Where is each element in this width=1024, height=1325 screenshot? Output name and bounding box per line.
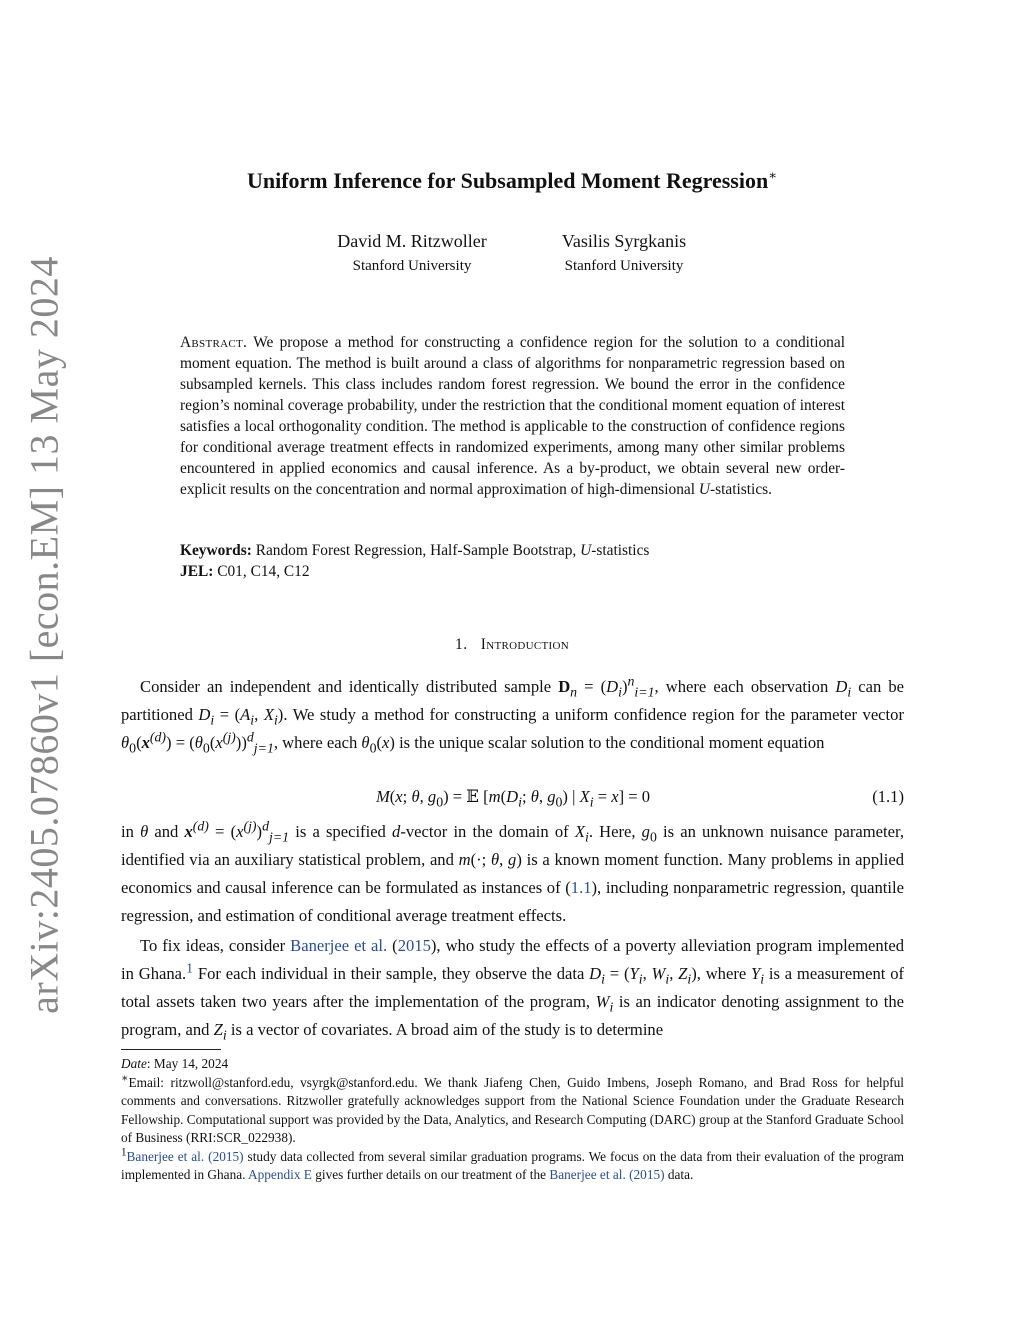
author-affiliation: Stanford University: [352, 258, 472, 274]
author-block-2: [504, 231, 744, 275]
footnote-1-text-b: gives further details on our treatment of the: [311, 1167, 550, 1182]
footnotes: [121, 1055, 904, 1185]
keywords-u-symbol: U: [580, 542, 592, 559]
footnote-1-text-c: data.: [664, 1167, 694, 1182]
section-heading: [0, 636, 1024, 654]
jel-label: JEL:: [180, 563, 214, 580]
keywords-block: [180, 540, 845, 582]
footnote-1: [121, 1148, 904, 1185]
footnote-star: [121, 1074, 904, 1148]
paper-title: [0, 168, 1024, 194]
intro-paragraph-1: Consider an independent and identically distributed sample $D_n = (D_i)^n_{i=1}$, where each observation $D_i$ can be partitioned $D_i = (A_i$, $X_i$). We study a method for constructing a uniform confidence region for the parameter vector $\theta_0(x^{(d)}) = (\theta_0(x^{(j)}))^d_{j=1}$, where each $\theta_0(x)$ is the unique scalar solution to the conditional moment equation: [121, 673, 904, 756]
footnote-star-text: Email: ritzwoll@stanford.edu, vsyrgk@stanford.edu. We thank Jiafeng Chen, Guido Imbens, Joseph Romano, and Brad Ross for helpful comments and conversations. Ritzwoller gratefully acknowledges support from the National Science Foundation under the Graduate Research Fellowship. Computational support was provided by the Data, Analytics, and Research Computing (DARC) group at the Stanford Graduate School of Business (RRI:SCR_022938).: [121, 1074, 904, 1145]
author-name: Vasilis Syrgkanis: [561, 231, 687, 251]
title-text: Uniform Inference for Subsampled Moment Regression: [246, 168, 769, 193]
author-block-1: [292, 231, 532, 275]
intro-paragraph-2: in θ and $x^{(d)} = (x^{(j)})^d_{j=1}$ is a specified d-vector in the domain of $X_i$. Here, $g_0$ is an unknown nuisance parameter, identified via an auxiliary statistical problem, and m(·; θ, g) is a known moment function. Many problems in applied economics and causal inference can be formulated as instances of (1.1), including nonparametric regression, quantile regression, and estimation of conditional average treatment effects.: [121, 818, 905, 925]
footnote-1-text-a: study data collected from several similar graduation programs. We focus on the data from their evaluation of the program implemented in Ghana.: [121, 1148, 904, 1182]
footnote-divider: [121, 1049, 221, 1050]
date-label: Date: [121, 1056, 147, 1071]
footnote-citation-link-2[interactable]: Banerjee et al. (2015): [549, 1167, 665, 1182]
footnote-star-mark: ∗: [121, 1072, 129, 1085]
section-number: 1.: [455, 636, 468, 653]
abstract-u-symbol: U: [698, 481, 711, 498]
abstract-text-end: -statistics.: [710, 481, 772, 498]
equation-body: M(x; θ, $g_0$) = 𝔼 [$m(D_i$; θ, $g_0$) | $X_i = x] = 0$: [375, 787, 651, 810]
citation-link-banerjee[interactable]: Banerjee et al.: [290, 936, 388, 955]
abstract-label: Abstract.: [180, 334, 248, 351]
date-value: : May 14, 2024: [146, 1056, 229, 1071]
keywords-text: Random Forest Regression, Half-Sample Bootstrap,: [255, 542, 581, 559]
equation-reference-link[interactable]: 1.1: [570, 878, 592, 897]
appendix-e-link[interactable]: Appendix E: [248, 1167, 312, 1182]
intro-paragraph-3: To fix ideas, consider Banerjee et al. (2015), who study the effects of a poverty alleviation program implemented in Ghana.$^1$ For each individual in their sample, they observe the data $D_i = (Y_i$, $W_i$, $Z_i$), where $Y_i$ is a measurement of total assets taken two years after the implementation of the program, $W_i$ is an indicator denoting assignment to the program, and $Z_i$ is a vector of covariates. A broad aim of the study is to determine: [121, 936, 905, 1043]
section-title: Introduction: [480, 636, 569, 653]
arxiv-identifier: arXiv:2405.07860v1 [econ.EM] 13 May 2024: [21, 256, 67, 1014]
date-line: [121, 1055, 904, 1074]
footnote-1-mark[interactable]: 1: [186, 960, 194, 976]
title-footnote-mark: ∗: [768, 167, 778, 183]
keywords-label: Keywords:: [180, 542, 252, 559]
keywords-text-end: -statistics: [591, 542, 650, 559]
jel-codes: C01, C14, C12: [217, 563, 310, 580]
author-affiliation: Stanford University: [564, 258, 684, 274]
equation-number: (1.1): [872, 787, 904, 806]
abstract: [180, 332, 845, 500]
footnote-citation-link[interactable]: Banerjee et al. (2015): [126, 1148, 244, 1164]
citation-year-link[interactable]: 2015: [397, 936, 431, 955]
abstract-text: We propose a method for constructing a confidence region for the solution to a conditional moment equation. The method is built around a class of algorithms for nonparametric regression based on subsampled kernels. This class includes random forest regression. We bound the error in the confidence region’s nominal coverage probability, under the restriction that the conditional moment equation of interest satisfies a local orthogonality condition. The method is applicable to the construction of confidence regions for conditional average treatment effects in randomized experiments, among many other similar problems encountered in applied economics and causal inference. As a by-product, we obtain several new order-explicit results on the concentration and normal approximation of high-dimensional: [180, 334, 845, 498]
footnote-1-number: 1: [121, 1146, 127, 1159]
author-name: David M. Ritzwoller: [337, 231, 487, 251]
